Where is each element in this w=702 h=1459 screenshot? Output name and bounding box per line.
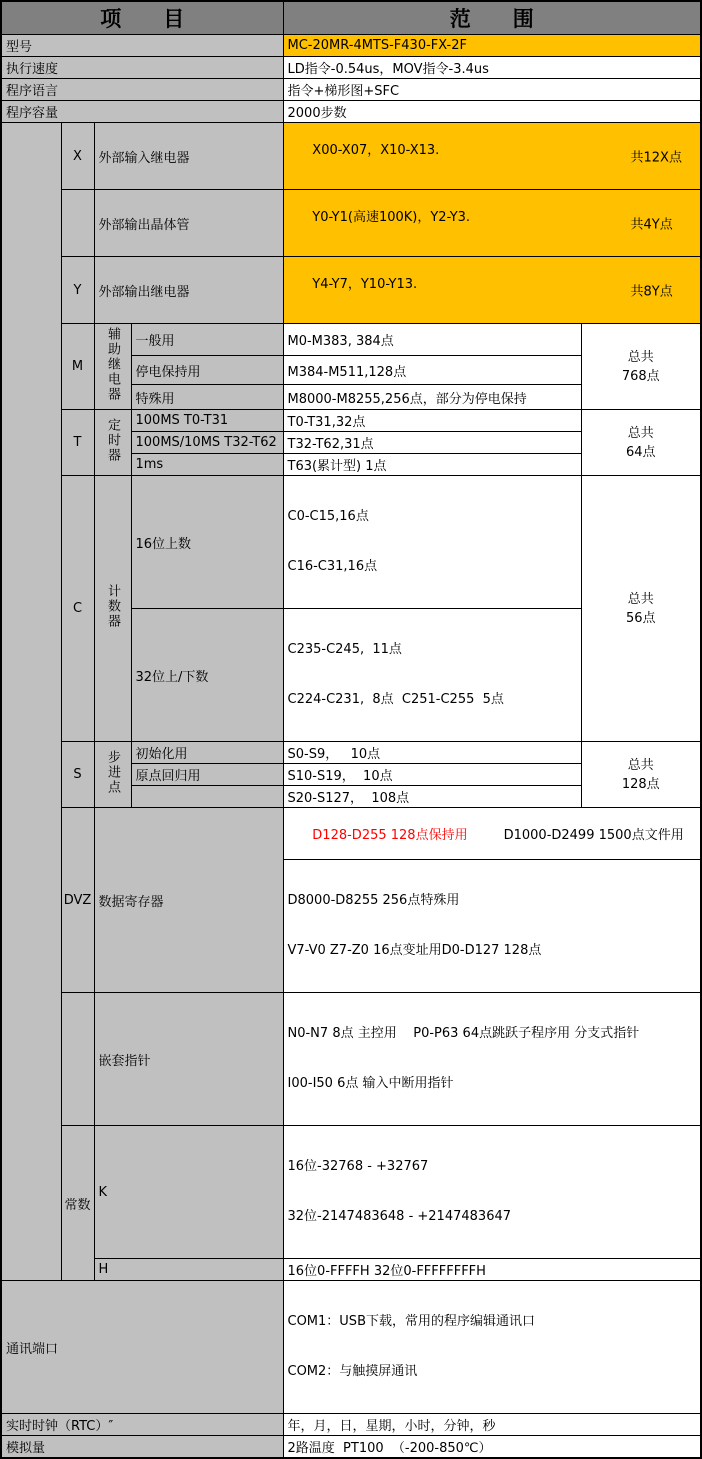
step-point-vertical-label: 步进点 <box>105 750 120 795</box>
capacity-value: 2000步数 <box>283 101 701 123</box>
s-origin-range: S10-S19， 10点 <box>283 764 581 786</box>
model-label: 型号 <box>1 35 283 57</box>
items-column-header: 项 目 <box>1 1 283 35</box>
x-letter: X <box>61 123 94 190</box>
total-value: 128点 <box>621 776 660 792</box>
t-100ms-use: 100MS T0-T31 <box>131 410 283 432</box>
dvz-special-range <box>283 860 701 993</box>
c-letter: C <box>61 476 94 742</box>
t-letter: T <box>61 410 94 476</box>
range-line: D8000-D8255 256点特殊用 <box>287 893 460 908</box>
t-1ms-range: T63(累计型) 1点 <box>283 454 581 476</box>
range-text: Y0-Y1(高速100K)，Y2-Y3. <box>312 210 471 225</box>
m-general-row <box>1 324 701 356</box>
total-value: 56点 <box>625 610 656 626</box>
dvz-hold-row <box>1 808 701 860</box>
m-total <box>581 324 701 410</box>
input-relay-range <box>283 123 701 190</box>
c-32bit-range <box>283 609 581 742</box>
empty-letter <box>61 190 94 257</box>
m-group <box>94 324 131 410</box>
rtc-row <box>1 1414 701 1436</box>
speed-label: 执行速度 <box>1 57 283 79</box>
c-16bit-use: 16位上数 <box>131 476 283 609</box>
s-origin-use: 原点回归用 <box>131 764 283 786</box>
t-100ms-row <box>1 410 701 432</box>
constant-h-range: 16位0-FFFFH 32位0-FFFFFFFFH <box>283 1259 701 1281</box>
input-relay-row <box>1 123 701 190</box>
constant-h-label: H <box>94 1259 283 1281</box>
count-text: 共12X点 <box>630 150 682 166</box>
comm-port-row <box>1 1281 701 1414</box>
output-transistor-row <box>1 190 701 257</box>
m-latched-range: M384-M511,128点 <box>283 356 581 385</box>
capacity-label: 程序容量 <box>1 101 283 123</box>
s-general-use <box>131 786 283 808</box>
analog-row <box>1 1436 701 1459</box>
pointer-range <box>283 993 701 1126</box>
dvz-hold-range <box>283 808 701 860</box>
s-init-use: 初始化用 <box>131 742 283 764</box>
total-label: 总共 <box>627 757 654 773</box>
y-letter: Y <box>61 257 94 324</box>
range-line: V7-V0 Z7-Z0 16点变址用D0-D127 128点 <box>287 943 542 958</box>
range-line: 32位-2147483648 - +2147483647 <box>287 1209 512 1224</box>
model-row <box>1 35 701 57</box>
s-init-row <box>1 742 701 764</box>
data-register-name: 数据寄存器 <box>94 808 283 993</box>
left-spacer-cell <box>1 123 61 1281</box>
output-relay-row <box>1 257 701 324</box>
c-16bit-range <box>283 476 581 609</box>
s-letter: S <box>61 742 94 808</box>
range-text: Y4-Y7，Y10-Y13. <box>312 277 418 292</box>
constant-k-range <box>283 1126 701 1259</box>
comm-port-label: 通讯端口 <box>1 1281 283 1414</box>
total-value: 64点 <box>625 444 656 460</box>
pointer-row <box>1 993 701 1126</box>
t-10ms-use: 100MS/10MS T32-T62 <box>131 432 283 454</box>
speed-row <box>1 57 701 79</box>
dvz-letter: DVZ <box>61 808 94 993</box>
t-10ms-range: T32-T62,31点 <box>283 432 581 454</box>
header-row <box>1 1 701 35</box>
analog-value: 2路温度 PT100 （-200-850℃） <box>283 1436 701 1459</box>
range-line: N0-N7 8点 主控用 P0-P63 64点跳跃子程序用 分支式指针 <box>287 1026 640 1041</box>
com1-line: COM1：USB下载，常用的程序编辑通讯口 <box>287 1314 535 1329</box>
constant-h-row <box>1 1259 701 1281</box>
range-line: 16位-32768 - +32767 <box>287 1159 429 1174</box>
m-special-range: M8000-M8255,256点，部分为停电保持 <box>283 385 581 410</box>
t-group <box>94 410 131 476</box>
c-total <box>581 476 701 742</box>
m-general-use: 一般用 <box>131 324 283 356</box>
capacity-row <box>1 101 701 123</box>
total-value: 768点 <box>621 368 660 384</box>
output-relay-range <box>283 257 701 324</box>
comm-port-value <box>283 1281 701 1414</box>
c-32bit-use: 32位上/下数 <box>131 609 283 742</box>
m-latched-use: 停电保持用 <box>131 356 283 385</box>
range-line: C16-C31,16点 <box>287 559 378 574</box>
t-total <box>581 410 701 476</box>
rtc-value: 年，月，日，星期，小时，分钟，秒 <box>283 1414 701 1436</box>
s-init-range: S0-S9， 10点 <box>283 742 581 764</box>
s-total <box>581 742 701 808</box>
hold-range-text: D128-D255 128点保持用 <box>312 828 468 843</box>
timer-vertical-label: 定时器 <box>105 418 120 463</box>
rtc-label: 实时时钟（RTC）″ <box>1 1414 283 1436</box>
m-letter: M <box>61 324 94 410</box>
range-column-header: 范 围 <box>283 1 701 35</box>
count-text: 共8Y点 <box>630 284 673 300</box>
constant-k-row <box>1 1126 701 1259</box>
c-group <box>94 476 131 742</box>
m-special-use: 特殊用 <box>131 385 283 410</box>
t-100ms-range: T0-T31,32点 <box>283 410 581 432</box>
counter-vertical-label: 计数器 <box>105 584 120 629</box>
pointer-name: 嵌套指针 <box>94 993 283 1126</box>
range-line: C224-C231, 8点 C251-C255 5点 <box>287 692 504 707</box>
constant-letter: 常数 <box>61 1126 94 1281</box>
s-general-range: S20-S127， 108点 <box>283 786 581 808</box>
count-text: 共4Y点 <box>630 217 673 233</box>
m-general-range: M0-M383, 384点 <box>283 324 581 356</box>
constant-k-label: K <box>94 1126 283 1259</box>
output-transistor-range <box>283 190 701 257</box>
language-row <box>1 79 701 101</box>
c-16bit-row <box>1 476 701 609</box>
speed-value: LD指令-0.54us，MOV指令-3.4us <box>283 57 701 79</box>
analog-label: 模拟量 <box>1 1436 283 1459</box>
s-group <box>94 742 131 808</box>
empty-letter <box>61 993 94 1126</box>
model-value: MC-20MR-4MTS-F430-FX-2F <box>283 35 701 57</box>
language-value: 指令+梯形图+SFC <box>283 79 701 101</box>
output-transistor-name: 外部输出晶体管 <box>94 190 283 257</box>
range-line: C0-C15,16点 <box>287 509 369 524</box>
aux-relay-vertical-label: 辅助继电器 <box>105 327 120 402</box>
com2-line: COM2：与触摸屏通讯 <box>287 1364 418 1379</box>
t-1ms-use: 1ms <box>131 454 283 476</box>
input-relay-name: 外部输入继电器 <box>94 123 283 190</box>
range-text: X00-X07，X10-X13. <box>312 143 440 158</box>
range-line: I00-I50 6点 输入中断用指针 <box>287 1076 454 1091</box>
range-line: C235-C245, 11点 <box>287 642 402 657</box>
total-label: 总共 <box>627 591 654 607</box>
total-label: 总共 <box>627 425 654 441</box>
total-label: 总共 <box>627 349 654 365</box>
file-range-text: D1000-D2499 1500点文件用 <box>503 828 684 843</box>
language-label: 程序语言 <box>1 79 283 101</box>
output-relay-name: 外部输出继电器 <box>94 257 283 324</box>
